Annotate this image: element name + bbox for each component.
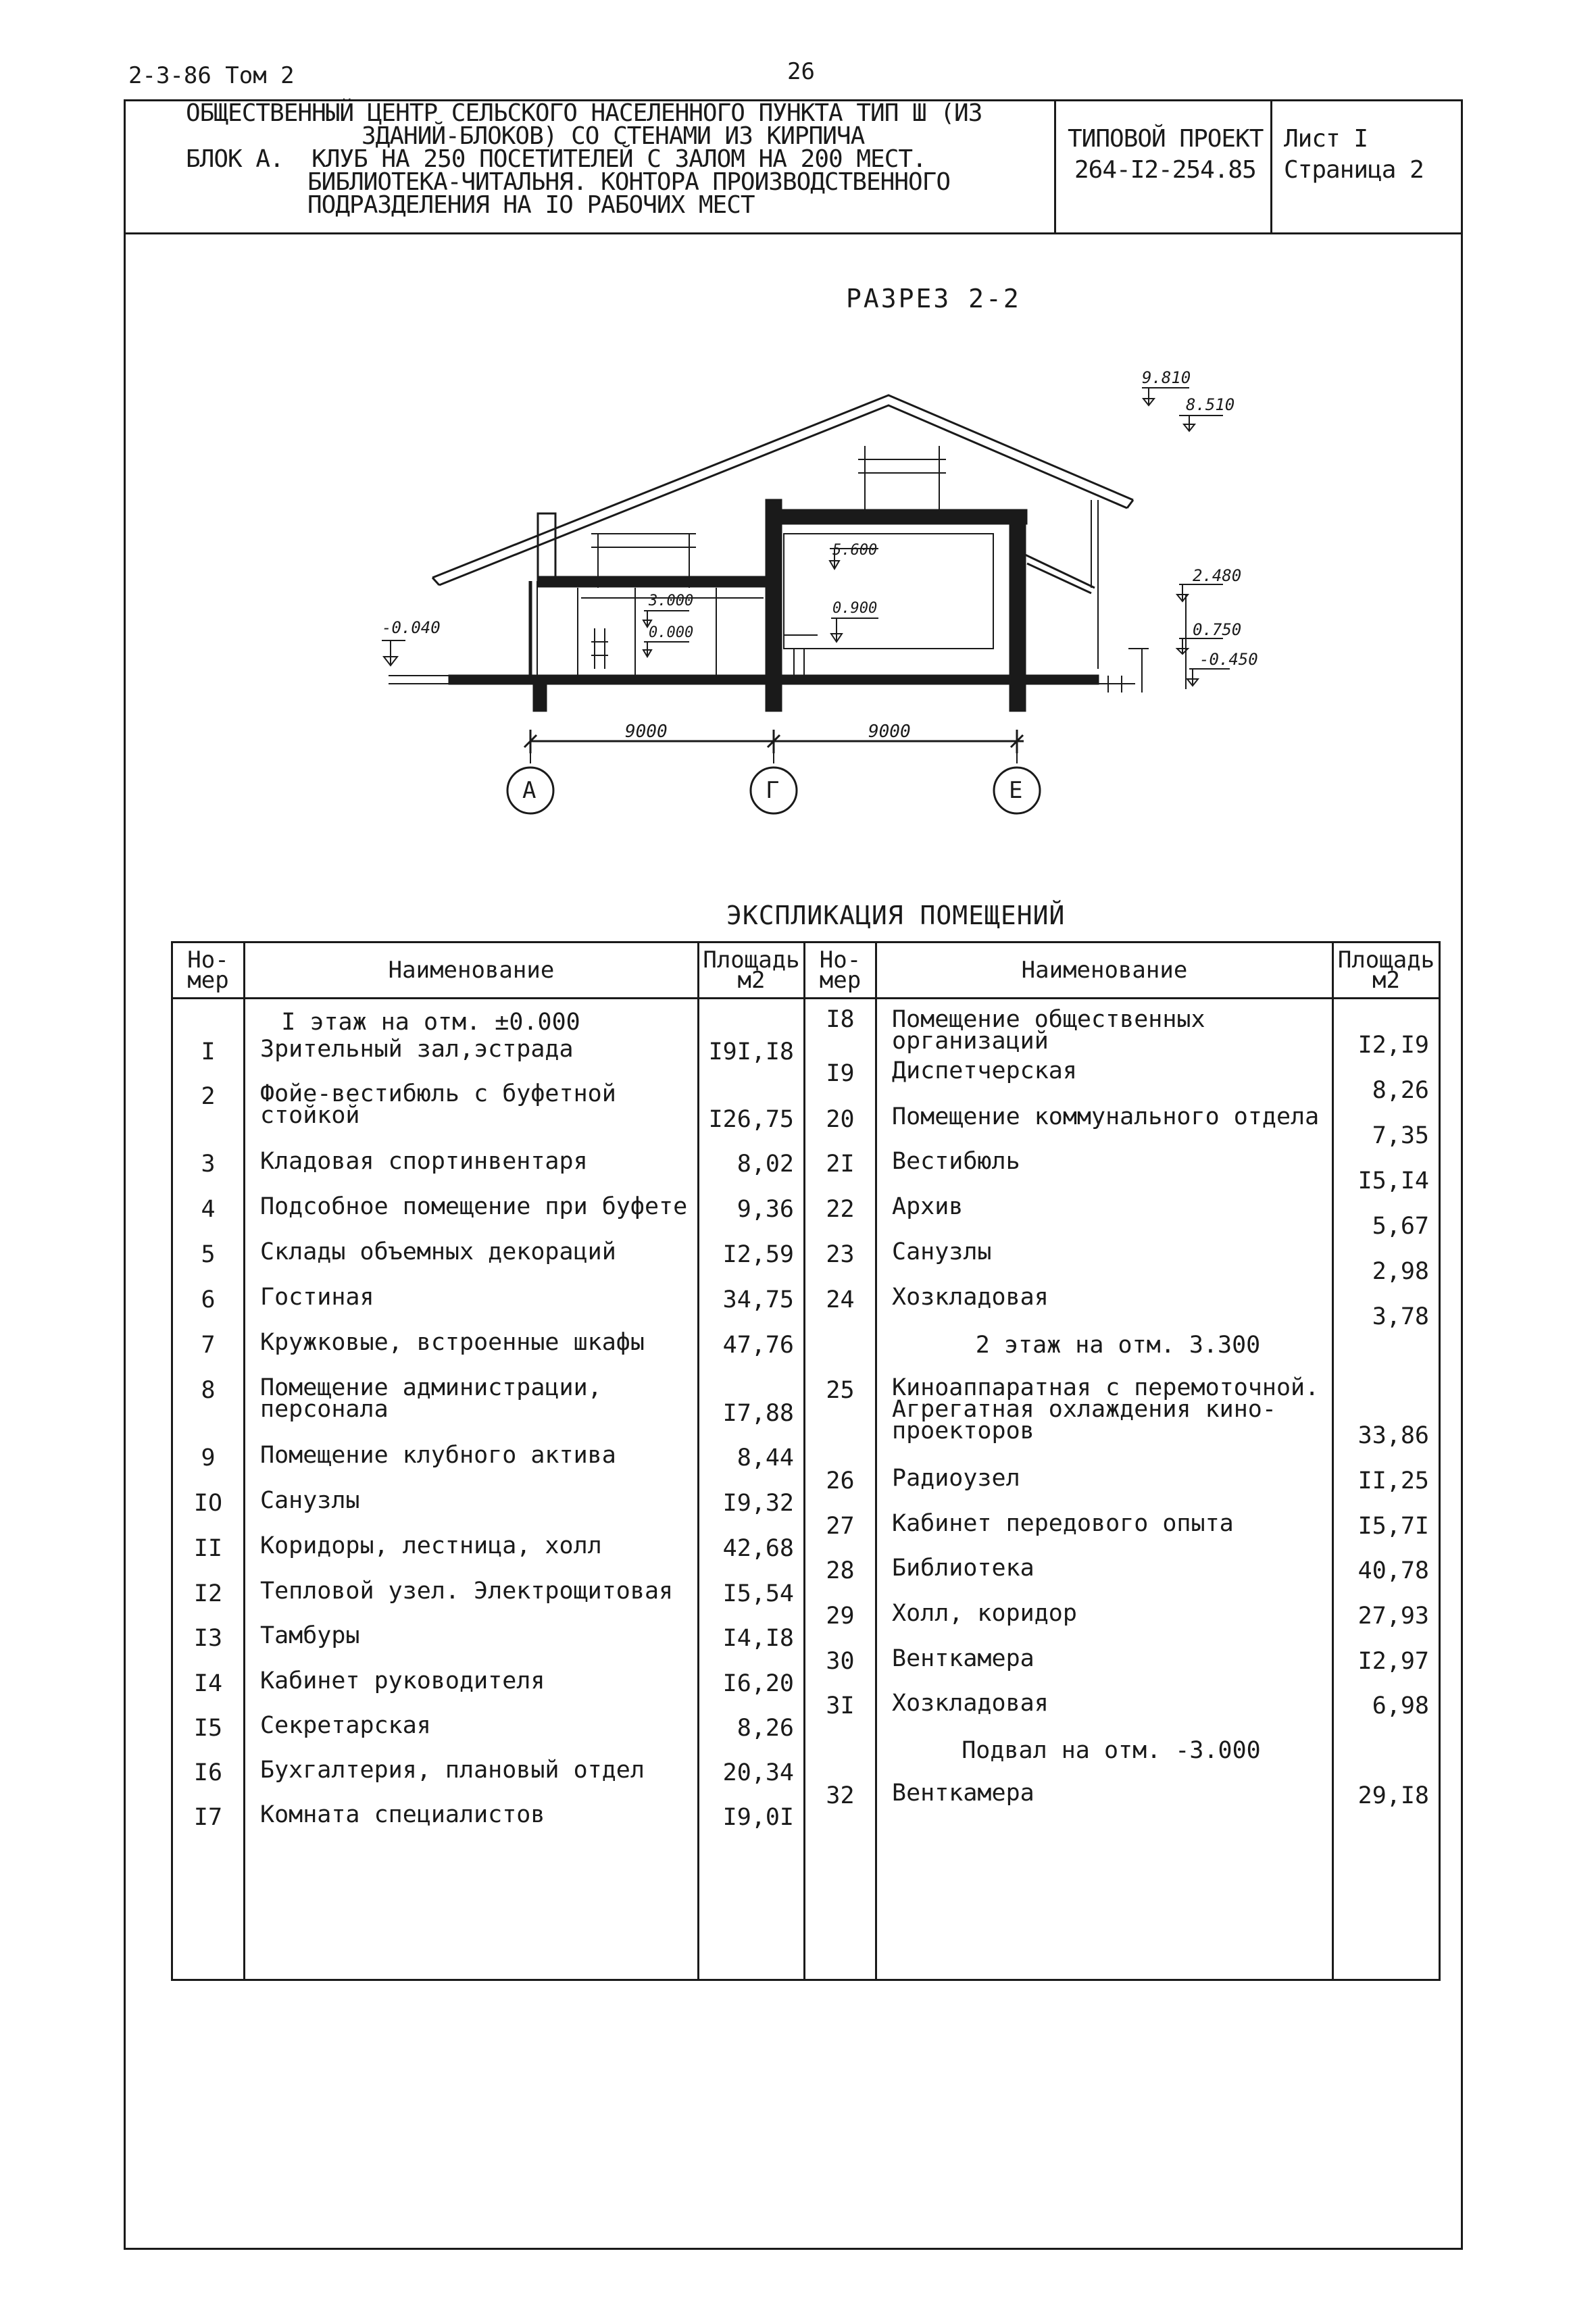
explication-table: [171, 941, 1441, 1981]
project-label: ТИПОВОЙ ПРОЕКТ: [1068, 125, 1264, 153]
header-area: Площадь м2: [1333, 942, 1440, 999]
section-drawing: [0, 0, 1596, 878]
elevation-label: 2.480: [1193, 566, 1242, 585]
elevation-label: 0.750: [1193, 620, 1242, 639]
dimension-label: 9000: [868, 722, 911, 742]
section-title: РАЗРЕЗ 2-2: [846, 284, 1021, 313]
elevation-label: -0.450: [1199, 650, 1258, 669]
elevation-label: 0.900: [832, 600, 878, 617]
floor-subhead: 2 этаж на отм. 3.300: [975, 1332, 1261, 1359]
stamp-title-line-1: ОБЩЕСТВЕННЫЙ ЦЕНТР СЕЛЬСКОГО НАСЕЛЕННОГО ПУНКТА ТИП Ш (ИЗ: [186, 99, 982, 127]
stamp-title-line-2: ЗДАНИЙ-БЛОКОВ) СО СТЕНАМИ ИЗ КИРПИЧА: [361, 122, 865, 150]
header-area: Площадь м2: [699, 942, 805, 999]
elevation-label: 8.510: [1186, 395, 1235, 414]
header-num: Но- мер: [805, 942, 876, 999]
explication-title: ЭКСПЛИКАЦИЯ ПОМЕЩЕНИЙ: [726, 901, 1066, 930]
document-reference: 2-3-86 Том 2: [128, 62, 295, 89]
elevation-label: 9.810: [1142, 368, 1191, 387]
area-column: I2,I9 8,26 7,35 I5,I4 5,67 2,98 3,78 33,86 II,25 I5,7I 40,78 27,93 I2,97 6,98 29,I8: [1333, 999, 1440, 1980]
lower-roof: [1024, 554, 1095, 593]
name-column: Помещение общественных организаций Диспетчерская Помещение коммунального отдела Вестибюль Архив Санузлы Хозкладовая 2 этаж на отм. 3.300 Киноаппаратная с перемоточной. Агрегатная охлаждения кино- проекторов Радиоузел Кабинет передового опыта Библиотека Холл, коридор Венткамера Хозкладовая Подвал на отм. -3.000 Венткамера: [876, 999, 1333, 1980]
project-number: 264-I2-254.85: [1074, 156, 1256, 184]
name-column: I этаж на отм. ±0.000 Зрительный зал,эстрада Фойе-вестибюль с буфетной стойкой Кладовая спортинвентаря Подсобное помещение при буфете Склады объемных декораций Гостиная Кружковые, встроенные шкафы Помещение администрации, персонала Помещение клубного актива Санузлы Коридоры, лестница, холл Тепловой узел. Электрощитовая Тамбуры Кабинет руководителя Секретарская Бухгалтерия, плановый отдел Комната специалистов: [245, 999, 699, 1980]
header-name: Наименование: [876, 942, 1333, 999]
elevation-label: 5.600: [832, 542, 878, 559]
header-name: Наименование: [245, 942, 699, 999]
page-label: Страница 2: [1284, 156, 1424, 184]
elevation-label: -0.040: [382, 618, 441, 637]
area-column: I9I,I8 I26,75 8,02 9,36 I2,59 34,75 47,76 I7,88 8,44 I9,32 42,68 I5,54 I4,I8 I6,20 8,26 20,34 I9,0I: [699, 999, 805, 1980]
elevation-label: 3.000: [649, 593, 694, 609]
dimension-label: 9000: [625, 722, 668, 742]
floor-subhead: Подвал на отм. -3.000: [962, 1737, 1261, 1764]
page-number: 26: [787, 58, 815, 85]
num-column: I8 I9 20 2I 22 23 24 25 26 27 28 29 30 3I 32: [805, 999, 876, 1980]
axis-label-g: Г: [766, 777, 780, 804]
stamp-title-line-4: БИБЛИОТЕКА-ЧИТАЛЬНЯ. КОНТОРА ПРОИЗВОДСТВЕННОГО: [307, 168, 950, 196]
stamp-title-line-5: ПОДРАЗДЕЛЕНИЯ НА IO РАБОЧИХ МЕСТ: [307, 191, 755, 219]
axis-label-e: Е: [1009, 777, 1023, 804]
elevation-label: 0.000: [649, 624, 694, 641]
sheet-label: Лист I: [1284, 125, 1368, 153]
header-num: Но- мер: [172, 942, 245, 999]
num-column: I 2 3 4 5 6 7 8 9 IO II I2 I3 I4 I5 I6 I7: [172, 999, 245, 1980]
stamp-title-line-3: БЛОК А. КЛУБ НА 250 ПОСЕТИТЕЛЕЙ С ЗАЛОМ НА 200 МЕСТ.: [186, 145, 926, 173]
axis-label-a: А: [522, 777, 537, 804]
floor-subhead: I этаж на отм. ±0.000: [281, 1009, 580, 1036]
